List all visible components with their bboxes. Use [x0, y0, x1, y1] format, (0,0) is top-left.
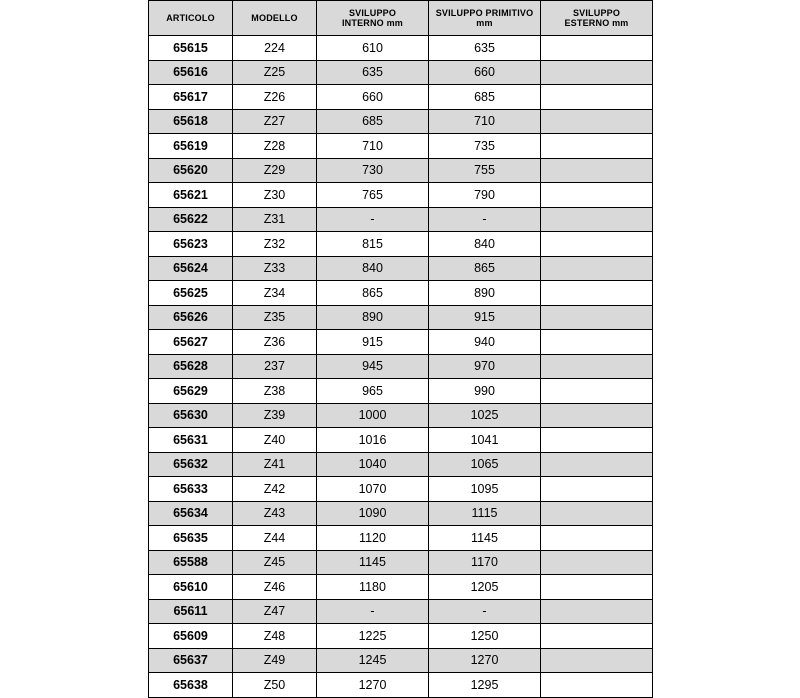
- table-cell: [541, 256, 653, 281]
- table-cell: Z50: [233, 673, 317, 698]
- table-cell: 940: [429, 330, 541, 355]
- column-header-sviluppo-primitivo: [429, 1, 541, 36]
- table-cell: 660: [429, 60, 541, 85]
- table-cell: 1041: [429, 428, 541, 453]
- table-cell: [541, 673, 653, 698]
- table-row: [149, 354, 653, 379]
- table-cell: 1295: [429, 673, 541, 698]
- table-row: [149, 550, 653, 575]
- table-cell: [541, 550, 653, 575]
- table-row: [149, 379, 653, 404]
- table-row: [149, 452, 653, 477]
- table-row: [149, 428, 653, 453]
- table-cell: 890: [317, 305, 429, 330]
- table-cell: 1070: [317, 477, 429, 502]
- table-cell: 65611: [149, 599, 233, 624]
- table-cell: Z40: [233, 428, 317, 453]
- table-cell: Z33: [233, 256, 317, 281]
- table-cell: [541, 281, 653, 306]
- column-header-articolo: [149, 1, 233, 36]
- column-header-sviluppo-esterno-line1: SVILUPPO: [572, 7, 621, 18]
- table-cell: 1250: [429, 624, 541, 649]
- table-cell: 65634: [149, 501, 233, 526]
- table-cell: 840: [429, 232, 541, 257]
- table-cell: 65633: [149, 477, 233, 502]
- table-cell: Z42: [233, 477, 317, 502]
- table-row: [149, 256, 653, 281]
- table-row: [149, 501, 653, 526]
- table-row: [149, 134, 653, 159]
- table-cell: 1040: [317, 452, 429, 477]
- table-cell: 1145: [429, 526, 541, 551]
- table-cell: 1205: [429, 575, 541, 600]
- table-cell: 65616: [149, 60, 233, 85]
- table-row: [149, 624, 653, 649]
- table-cell: 65588: [149, 550, 233, 575]
- table-cell: [541, 330, 653, 355]
- table-row: [149, 330, 653, 355]
- table-cell: 65628: [149, 354, 233, 379]
- column-header-articolo-line1: ARTICOLO: [166, 12, 215, 23]
- table-row: [149, 403, 653, 428]
- table-cell: [541, 379, 653, 404]
- table-cell: 65615: [149, 36, 233, 61]
- table-row: [149, 36, 653, 61]
- table-cell: 65609: [149, 624, 233, 649]
- table-cell: [541, 183, 653, 208]
- table-cell: Z30: [233, 183, 317, 208]
- column-header-modello-line1: MODELLO: [251, 12, 298, 23]
- table-row: [149, 60, 653, 85]
- table-cell: 1095: [429, 477, 541, 502]
- table-cell: Z29: [233, 158, 317, 183]
- column-header-sviluppo-interno-line2: INTERNO mm: [341, 18, 403, 28]
- table-cell: 65632: [149, 452, 233, 477]
- table-cell: [541, 403, 653, 428]
- table-cell: 790: [429, 183, 541, 208]
- table-cell: 635: [429, 36, 541, 61]
- table-row: [149, 109, 653, 134]
- table-cell: Z47: [233, 599, 317, 624]
- table-cell: 865: [317, 281, 429, 306]
- table-cell: 65619: [149, 134, 233, 159]
- table-cell: Z28: [233, 134, 317, 159]
- table-cell: 1025: [429, 403, 541, 428]
- table-row: [149, 526, 653, 551]
- table-cell: 660: [317, 85, 429, 110]
- table-cell: -: [429, 207, 541, 232]
- table-cell: 65631: [149, 428, 233, 453]
- table-row: [149, 673, 653, 698]
- column-header-sviluppo-interno: [317, 1, 429, 36]
- table-cell: 1180: [317, 575, 429, 600]
- table-cell: 685: [317, 109, 429, 134]
- table-cell: 915: [317, 330, 429, 355]
- table-cell: 65618: [149, 109, 233, 134]
- table-cell: [541, 158, 653, 183]
- table-cell: Z35: [233, 305, 317, 330]
- table-cell: 1115: [429, 501, 541, 526]
- table-cell: 65630: [149, 403, 233, 428]
- table-cell: [541, 575, 653, 600]
- table-row: [149, 648, 653, 673]
- table-cell: 890: [429, 281, 541, 306]
- table-cell: 840: [317, 256, 429, 281]
- table-cell: [541, 599, 653, 624]
- table-cell: Z25: [233, 60, 317, 85]
- table-cell: 65610: [149, 575, 233, 600]
- table-row: [149, 477, 653, 502]
- table-cell: 224: [233, 36, 317, 61]
- column-header-sviluppo-interno-line1: SVILUPPO: [348, 7, 397, 18]
- table-cell: Z38: [233, 379, 317, 404]
- table-cell: 735: [429, 134, 541, 159]
- table-header: [149, 1, 653, 36]
- column-header-modello: [233, 1, 317, 36]
- table-cell: 990: [429, 379, 541, 404]
- table-cell: 65624: [149, 256, 233, 281]
- table-cell: Z34: [233, 281, 317, 306]
- table-row: [149, 575, 653, 600]
- table-cell: [541, 354, 653, 379]
- table-cell: 1016: [317, 428, 429, 453]
- table-cell: 1270: [317, 673, 429, 698]
- table-cell: 237: [233, 354, 317, 379]
- table-cell: 65625: [149, 281, 233, 306]
- table-cell: 945: [317, 354, 429, 379]
- table-cell: 710: [429, 109, 541, 134]
- table-cell: 65627: [149, 330, 233, 355]
- table-cell: 755: [429, 158, 541, 183]
- table-cell: [541, 624, 653, 649]
- table-cell: Z49: [233, 648, 317, 673]
- table-cell: 1170: [429, 550, 541, 575]
- table-cell: -: [317, 599, 429, 624]
- table-row: [149, 305, 653, 330]
- column-header-sviluppo-primitivo-line2: mm: [476, 18, 493, 28]
- table-cell: [541, 85, 653, 110]
- table-cell: 65623: [149, 232, 233, 257]
- table-cell: 1120: [317, 526, 429, 551]
- table-cell: 65637: [149, 648, 233, 673]
- table-cell: [541, 452, 653, 477]
- table-row: [149, 232, 653, 257]
- table-cell: Z48: [233, 624, 317, 649]
- table-cell: [541, 428, 653, 453]
- table-cell: [541, 134, 653, 159]
- table-cell: Z36: [233, 330, 317, 355]
- table-cell: 610: [317, 36, 429, 61]
- table-cell: [541, 501, 653, 526]
- table-cell: 1245: [317, 648, 429, 673]
- table-cell: 710: [317, 134, 429, 159]
- table-cell: -: [317, 207, 429, 232]
- table-body: [149, 36, 653, 698]
- table-cell: 65617: [149, 85, 233, 110]
- table-cell: 685: [429, 85, 541, 110]
- table-cell: Z41: [233, 452, 317, 477]
- table-cell: 965: [317, 379, 429, 404]
- table-cell: [541, 648, 653, 673]
- table-cell: [541, 207, 653, 232]
- specification-table-container: [148, 0, 652, 698]
- table-cell: 65620: [149, 158, 233, 183]
- table-cell: 1065: [429, 452, 541, 477]
- table-cell: [541, 477, 653, 502]
- table-cell: [541, 60, 653, 85]
- table-cell: Z44: [233, 526, 317, 551]
- column-header-sviluppo-esterno: [541, 1, 653, 36]
- table-cell: 970: [429, 354, 541, 379]
- table-cell: 865: [429, 256, 541, 281]
- table-cell: 65635: [149, 526, 233, 551]
- table-cell: [541, 109, 653, 134]
- table-cell: 1090: [317, 501, 429, 526]
- column-header-sviluppo-primitivo-line1: SVILUPPO PRIMITIVO: [435, 7, 534, 18]
- table-cell: Z31: [233, 207, 317, 232]
- column-header-sviluppo-esterno-line2: ESTERNO mm: [564, 18, 629, 28]
- table-cell: -: [429, 599, 541, 624]
- table-cell: Z45: [233, 550, 317, 575]
- table-cell: 1145: [317, 550, 429, 575]
- table-cell: 635: [317, 60, 429, 85]
- table-cell: Z46: [233, 575, 317, 600]
- table-header-row: [149, 1, 653, 36]
- table-row: [149, 183, 653, 208]
- table-cell: 65626: [149, 305, 233, 330]
- table-cell: Z39: [233, 403, 317, 428]
- table-cell: [541, 305, 653, 330]
- table-cell: 1270: [429, 648, 541, 673]
- table-cell: 65622: [149, 207, 233, 232]
- table-cell: [541, 232, 653, 257]
- table-cell: 65638: [149, 673, 233, 698]
- table-row: [149, 281, 653, 306]
- table-cell: 1000: [317, 403, 429, 428]
- table-cell: 915: [429, 305, 541, 330]
- table-row: [149, 599, 653, 624]
- table-cell: Z26: [233, 85, 317, 110]
- table-cell: 1225: [317, 624, 429, 649]
- table-cell: 765: [317, 183, 429, 208]
- table-cell: 730: [317, 158, 429, 183]
- table-row: [149, 158, 653, 183]
- table-cell: 65621: [149, 183, 233, 208]
- table-cell: [541, 36, 653, 61]
- table-cell: 815: [317, 232, 429, 257]
- table-cell: Z27: [233, 109, 317, 134]
- table-cell: [541, 526, 653, 551]
- table-cell: Z43: [233, 501, 317, 526]
- table-cell: Z32: [233, 232, 317, 257]
- table-row: [149, 207, 653, 232]
- table-row: [149, 85, 653, 110]
- table-cell: 65629: [149, 379, 233, 404]
- specification-table: [148, 0, 653, 698]
